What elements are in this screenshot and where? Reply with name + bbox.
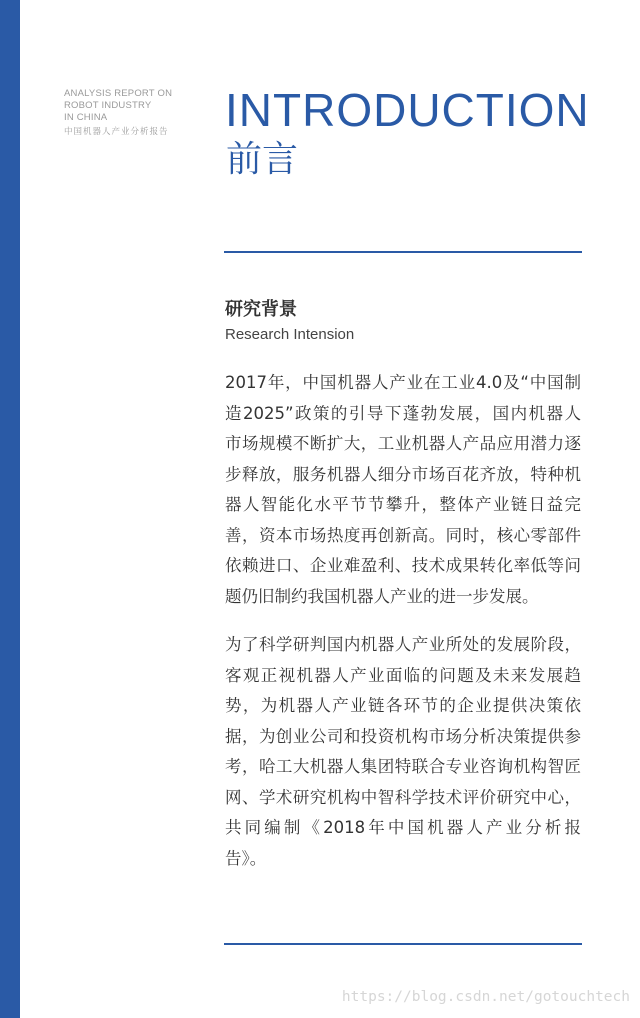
report-tag — [64, 88, 204, 138]
paragraph-line: 器人智能化水平节节攀升，整体产业链日益完 — [225, 495, 581, 514]
bottom-divider — [224, 943, 582, 945]
paragraph-purpose — [225, 630, 581, 874]
paragraph-line: 题仍旧制约我国机器人产业的进一步发展。 — [225, 586, 539, 606]
section-heading-en: Research Intension — [225, 326, 355, 343]
page-title-cn: 前言 — [226, 139, 299, 180]
report-tag-line-cn: 中国机器人产业分析报告 — [64, 127, 169, 137]
paragraph-line: 善，资本市场热度再创新高。同时，核心零部件 — [225, 525, 581, 545]
report-tag-line-3: IN CHINA — [64, 112, 108, 123]
report-tag-line-1: ANALYSIS REPORT ON — [64, 88, 173, 99]
paragraph-line: 网、学术研究机构中智科学技术评价研究中心， — [225, 787, 581, 807]
paragraph-line: 2017年，中国机器人产业在工业4.0及“中国制 — [225, 373, 581, 392]
report-tag-line-2: ROBOT INDUSTRY — [64, 100, 152, 111]
paragraph-line: 步释放，服务机器人细分市场百花齐放，特种机 — [225, 464, 581, 484]
paragraph-background — [225, 368, 581, 612]
paragraph-line: 造2025”政策的引导下蓬勃发展，国内机器人 — [225, 403, 581, 423]
paragraph-line: 依赖进口、企业难盈利、技术成果转化率低等问 — [225, 556, 581, 575]
side-accent-bar — [0, 0, 20, 1018]
section-heading-cn: 研究背景 — [225, 299, 297, 320]
paragraph-line: 共同编制《2018年中国机器人产业分析报 — [225, 818, 581, 837]
paragraph-line: 考，哈工大机器人集团特联合专业咨询机构智匠 — [225, 757, 581, 776]
page-title-en: INTRODUCTION — [225, 84, 590, 136]
paragraph-line: 为了科学研判国内机器人产业所处的发展阶段， — [225, 635, 581, 654]
paragraph-line: 告》。 — [225, 848, 267, 868]
source-watermark: https://blog.csdn.net/gotouchtech — [341, 989, 630, 1005]
top-divider — [224, 251, 582, 253]
paragraph-line: 势，为机器人产业链各环节的企业提供决策依 — [225, 696, 581, 715]
paragraph-line: 市场规模不断扩大，工业机器人产品应用潜力逐 — [225, 434, 581, 453]
paragraph-line: 据，为创业公司和投资机构市场分析决策提供参 — [225, 726, 581, 746]
paragraph-line: 客观正视机器人产业面临的问题及未来发展趋 — [225, 665, 581, 685]
